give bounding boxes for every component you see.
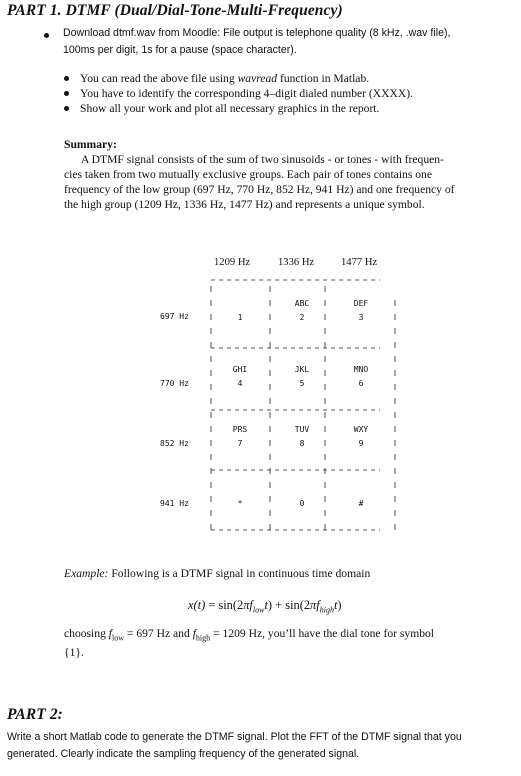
key-1: 1: [237, 313, 243, 322]
download-line-2: 100ms per digit, 1s for a pause (space character).: [63, 44, 297, 56]
key-hash: #: [358, 499, 364, 508]
summary-line: the high group (1209 Hz, 1336 Hz, 1477 Hz) and represents a unique symbol.: [64, 198, 425, 211]
key-8-letters: TUV: [294, 425, 310, 434]
download-instruction: [63, 25, 513, 59]
key-2-letters: ABC: [294, 299, 310, 308]
download-line-1: Download dtmf.wav from Moodle: File output is telephone quality (8 kHz, .wav file),: [63, 27, 451, 39]
key-7: 7: [237, 439, 243, 448]
summary-line: frequency of the low group (697 Hz, 770 Hz, 852 Hz, 941 Hz) and one frequency of: [64, 183, 455, 196]
key-star: *: [237, 499, 243, 508]
row-header-697: 697 Hz: [160, 312, 189, 321]
task-item: You have to identify the corresponding 4–digit dialed number (XXXX).: [64, 86, 504, 101]
key-8: 8: [299, 439, 305, 448]
task-list: [64, 71, 504, 116]
example-text: Following is a DTMF signal in continuous time domain: [108, 567, 371, 580]
key-5-letters: JKL: [294, 365, 310, 374]
row-header-852: 852 Hz: [160, 439, 189, 448]
dtmf-keypad-figure: [150, 250, 430, 540]
key-9-letters: WXY: [353, 425, 369, 434]
bullet-icon: [64, 106, 69, 111]
row-header-770: 770 Hz: [160, 379, 189, 388]
summary-heading: Summary:: [64, 138, 117, 151]
example-choosing: choosing $f_{low} = 697$ Hz and $f_{high} = 1209$ Hz, you’ll have the dial tone for symbol {1}.: [64, 626, 509, 660]
summary-line: A DTMF signal consists of the sum of two sinusoids - or tones - with frequen-: [81, 153, 444, 166]
part2-line-2: generated. Clearly indicate the sampling frequency of the generated signal.: [7, 748, 360, 760]
dtmf-equation: $x(t) = \sin(2\pi f_{low}t) + \sin(2\pi f_{high}t)$: [188, 598, 342, 615]
key-0: 0: [299, 499, 305, 508]
key-6-letters: MNO: [353, 365, 369, 374]
key-3: 3: [358, 313, 364, 322]
key-5: 5: [299, 379, 305, 388]
bullet-icon: [64, 76, 69, 81]
example-line: [64, 566, 504, 581]
row-header-941: 941 Hz: [160, 499, 189, 508]
key-6: 6: [358, 379, 364, 388]
bullet-icon: [44, 33, 49, 38]
part2-instructions: [7, 729, 517, 763]
key-4-letters: GHI: [232, 365, 248, 374]
key-9: 9: [358, 439, 364, 448]
key-2: 2: [299, 313, 305, 322]
summary-body: [64, 152, 504, 212]
keypad-grid-lines: [150, 250, 430, 540]
example-label: Example:: [64, 567, 109, 580]
task-item: You can read the above file using wavread function in Matlab.: [64, 71, 504, 86]
bullet-icon: [64, 91, 69, 96]
wavread-term: wavread: [237, 72, 278, 85]
part1-title: PART 1. DTMF (Dual/Dial-Tone-Multi-Frequency): [7, 2, 343, 19]
col-header-1477: 1477 Hz: [341, 257, 378, 268]
part2-line-1: Write a short Matlab code to generate the DTMF signal. Plot the FFT of the DTMF signal that you: [7, 731, 462, 743]
key-4: 4: [237, 379, 243, 388]
col-header-1336: 1336 Hz: [278, 257, 315, 268]
key-3-letters: DEF: [353, 299, 369, 308]
summary-line: cies taken from two mutually exclusive groups. Each pair of tones contains one: [64, 168, 432, 181]
task-item: Show all your work and plot all necessary graphics in the report.: [64, 101, 504, 116]
key-7-letters: PRS: [232, 425, 248, 434]
example-symbol: {1}.: [64, 646, 84, 660]
part2-title: PART 2:: [7, 706, 63, 723]
col-header-1209: 1209 Hz: [214, 257, 251, 268]
